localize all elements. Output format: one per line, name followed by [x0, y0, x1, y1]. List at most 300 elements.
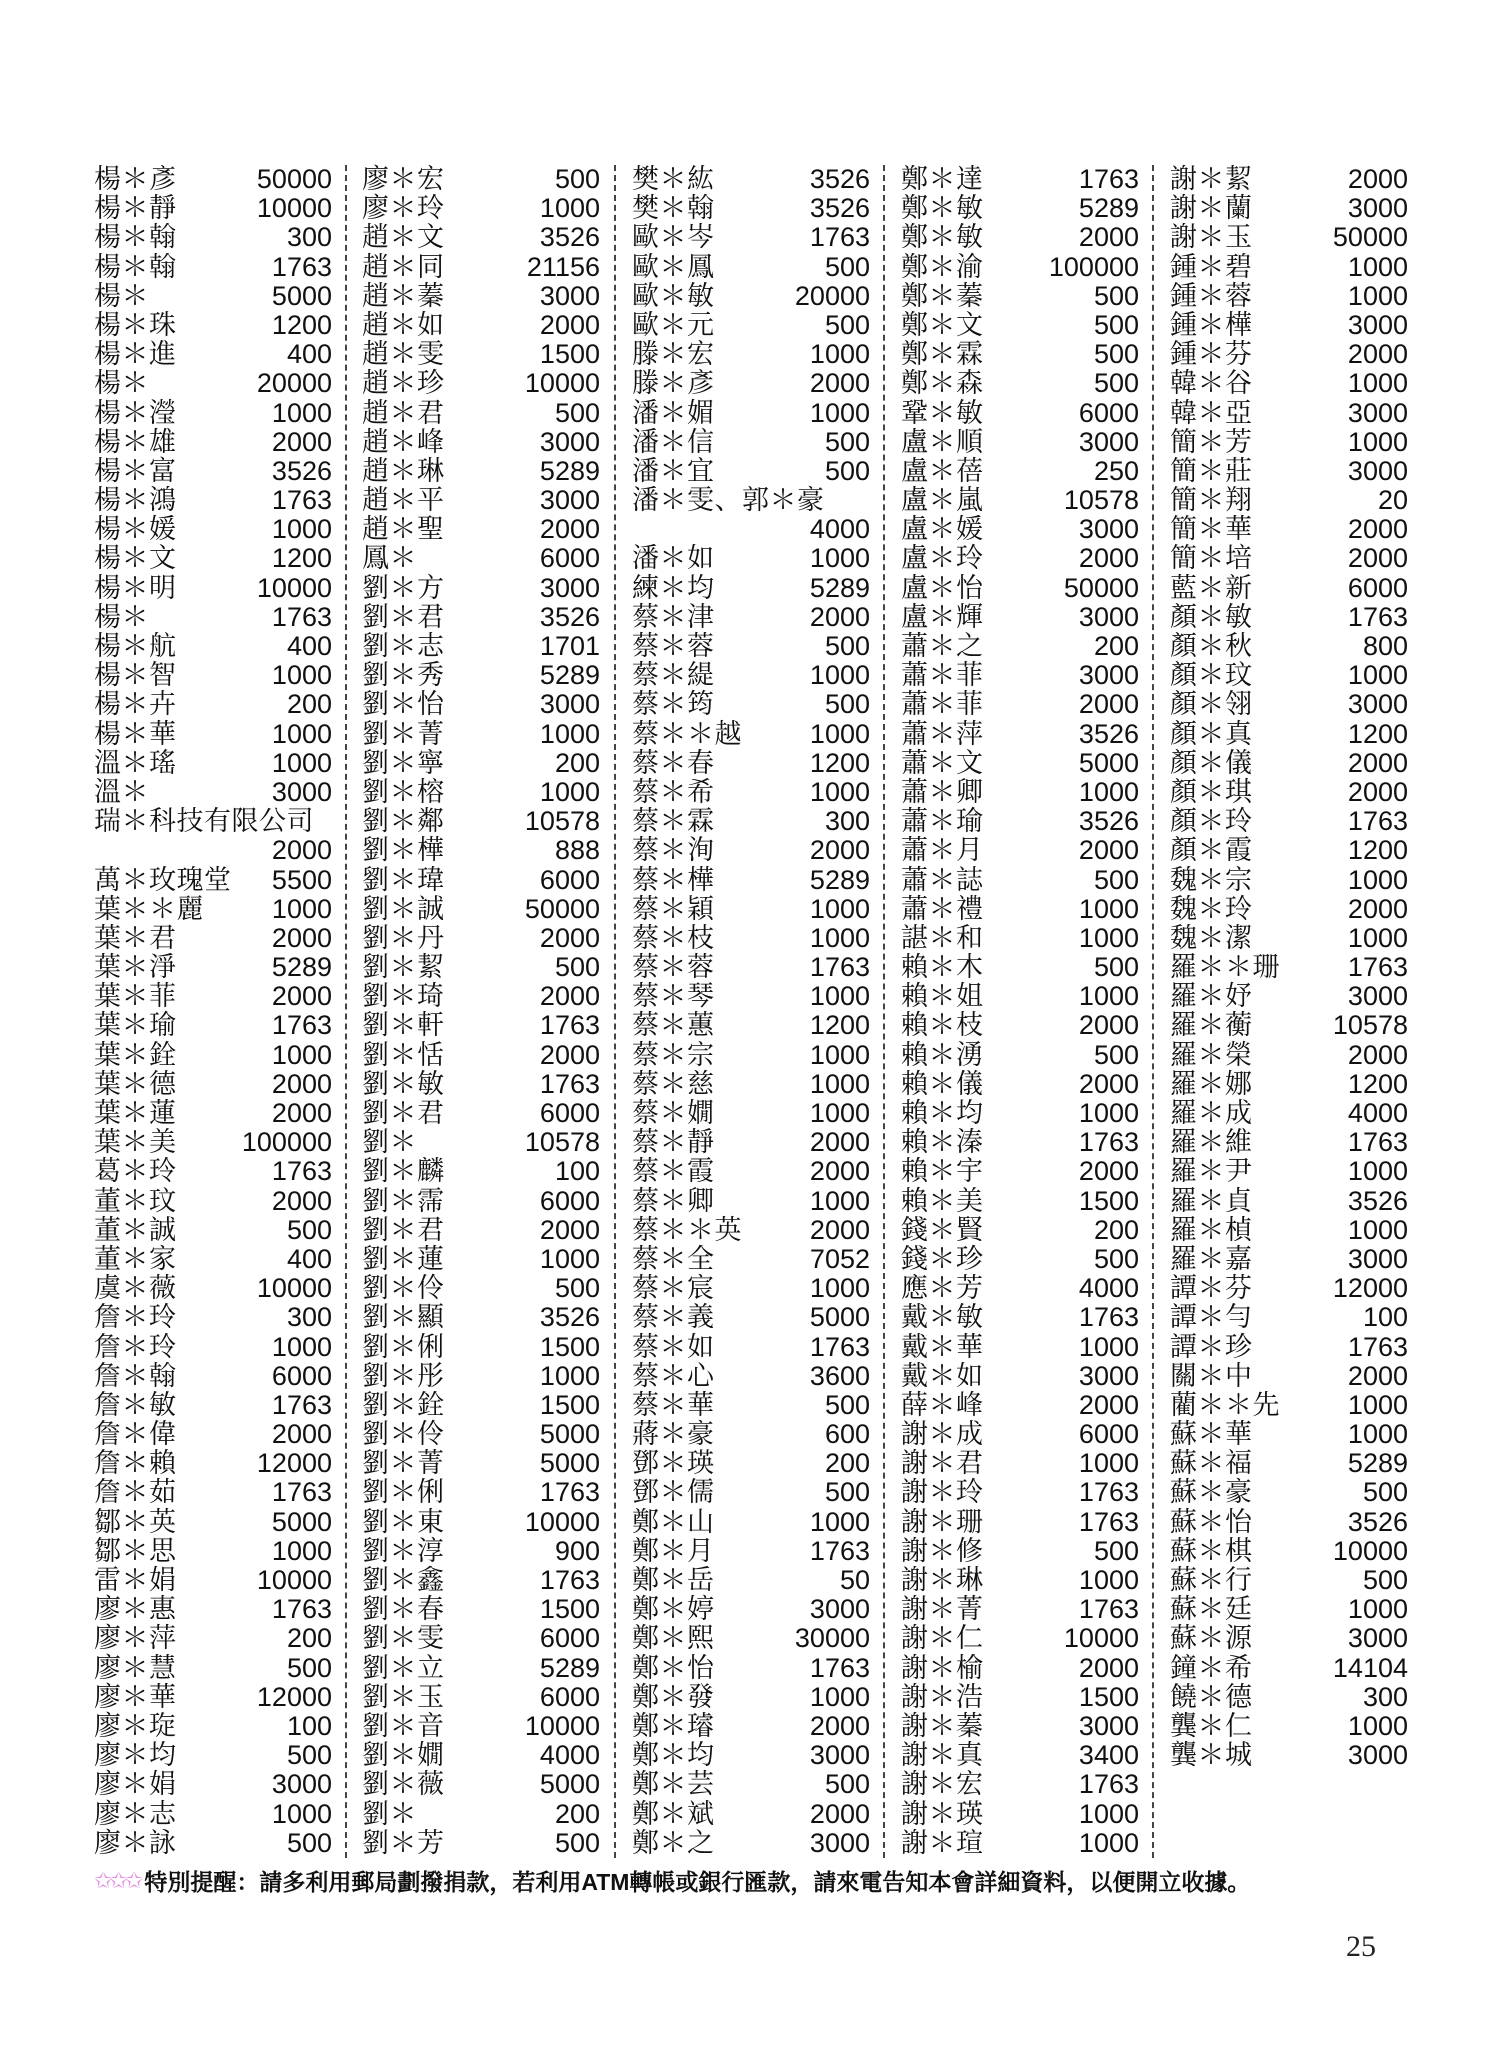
- donation-amount: 1000: [809, 718, 870, 749]
- donor-name: 鄒＊英: [94, 1506, 177, 1537]
- donation-amount: 200: [554, 1798, 600, 1829]
- donor-name: 蘇＊廷: [1170, 1594, 1253, 1625]
- donation-amount: 1000: [1347, 1214, 1408, 1245]
- donation-amount: 12000: [1332, 1273, 1408, 1304]
- donation-amount: 500: [824, 1389, 870, 1420]
- donation-amount: 2000: [1347, 747, 1408, 778]
- donor-name: 劉＊彤: [362, 1360, 445, 1391]
- donation-amount: 5289: [271, 952, 332, 983]
- donor-row: [1170, 1187, 1408, 1216]
- donor-row: [901, 1333, 1139, 1362]
- donation-amount: 10578: [1063, 485, 1139, 516]
- donor-name: 蔡＊宸: [632, 1273, 715, 1304]
- donor-row: [632, 1478, 870, 1507]
- donor-row: [1170, 720, 1408, 749]
- donation-amount: 2000: [809, 1156, 870, 1187]
- donor-name: 葛＊玲: [94, 1156, 177, 1187]
- donation-amount: 2000: [271, 1419, 332, 1450]
- donor-row: [94, 544, 332, 573]
- donation-amount: 1701: [539, 631, 600, 661]
- donor-name: 楊＊卉: [94, 689, 177, 720]
- donor-row: [362, 1303, 600, 1332]
- donation-amount: 1763: [1078, 164, 1139, 194]
- donation-amount: 2000: [271, 1098, 332, 1128]
- donor-name: 劉＊秀: [362, 660, 445, 691]
- donor-name: 羅＊維: [1170, 1127, 1253, 1158]
- donor-name: 葉＊美: [94, 1127, 177, 1158]
- donation-amount: 500: [1093, 952, 1139, 983]
- donor-row: [901, 720, 1139, 749]
- donation-amount: 300: [824, 806, 870, 837]
- donor-name: 蔡＊蕙: [632, 1010, 715, 1041]
- donation-amount: 1200: [1347, 1068, 1408, 1099]
- donation-amount: 1763: [539, 1068, 600, 1099]
- donor-name: 劉＊寧: [362, 747, 445, 778]
- donor-row: [632, 1508, 870, 1537]
- donor-row: [901, 1654, 1139, 1683]
- donation-amount: 1763: [1078, 1477, 1139, 1508]
- donation-amount: 1000: [539, 718, 600, 749]
- donor-row: [901, 1041, 1139, 1070]
- donor-name: 蘇＊行: [1170, 1565, 1253, 1595]
- donor-row: [94, 340, 332, 369]
- donation-amount: 2000: [539, 1214, 600, 1245]
- donation-amount: 1000: [539, 776, 600, 807]
- donor-name: 羅＊成: [1170, 1098, 1253, 1128]
- donation-amount: 1000: [1078, 1098, 1139, 1128]
- donor-row: [632, 1712, 870, 1741]
- donor-name: 楊＊航: [94, 631, 177, 661]
- donor-name: 劉＊麟: [362, 1156, 445, 1187]
- donor-name: 蔡＊華: [632, 1389, 715, 1420]
- donation-amount: 3000: [1347, 309, 1408, 340]
- donor-name: 楊＊鴻: [94, 485, 177, 516]
- donor-row: [94, 1303, 332, 1332]
- donor-name: 趙＊雯: [362, 339, 445, 370]
- donor-row: [1170, 340, 1408, 369]
- donor-row: [901, 1420, 1139, 1449]
- donation-amount: 100: [286, 1710, 332, 1741]
- donor-name: 謝＊琳: [901, 1565, 984, 1595]
- donor-name: 楊＊靜: [94, 193, 177, 224]
- donor-row: [632, 1566, 870, 1595]
- donor-name: 蔡＊義: [632, 1302, 715, 1333]
- donor-row: [1170, 165, 1408, 194]
- donor-name: 羅＊嘉: [1170, 1243, 1253, 1274]
- donor-name: 劉＊丹: [362, 922, 445, 953]
- donor-name: 鄭＊之: [632, 1827, 715, 1858]
- donor-row: [901, 895, 1139, 924]
- donor-row: [94, 165, 332, 194]
- donor-name: 藺＊＊先: [1170, 1389, 1280, 1420]
- donation-amount: 1000: [271, 660, 332, 691]
- donor-row: [362, 1216, 600, 1245]
- donor-name: 劉＊軒: [362, 1010, 445, 1041]
- donation-amount: 2000: [271, 835, 332, 866]
- donor-name: 楊＊雄: [94, 426, 177, 457]
- donor-row: [901, 399, 1139, 428]
- donor-name: 劉＊春: [362, 1594, 445, 1625]
- donor-name: 劉＊淳: [362, 1535, 445, 1566]
- donor-name: 顏＊玟: [1170, 660, 1253, 691]
- donor-name: 楊＊: [94, 368, 149, 399]
- donation-amount: 1763: [809, 1652, 870, 1683]
- donor-name: 魏＊玲: [1170, 893, 1253, 924]
- donation-amount: 250: [1093, 455, 1139, 486]
- donor-row: [901, 1800, 1139, 1829]
- donation-amount: 10000: [1332, 1535, 1408, 1566]
- donation-amount: 3000: [1078, 1360, 1139, 1391]
- donor-row: [362, 836, 600, 865]
- donor-name: 羅＊尹: [1170, 1156, 1253, 1187]
- donation-amount: 3000: [1078, 426, 1139, 457]
- donation-amount: 1000: [809, 1681, 870, 1712]
- donor-row: [1170, 1683, 1408, 1712]
- donor-name: 鄭＊璿: [632, 1710, 715, 1741]
- donor-name: 鄭＊渝: [901, 251, 984, 282]
- donation-amount: 1763: [1078, 1769, 1139, 1800]
- donation-amount: 900: [554, 1535, 600, 1566]
- donation-amount: 2000: [271, 922, 332, 953]
- donor-name: 蔡＊枝: [632, 922, 715, 953]
- donor-row: [94, 1011, 332, 1040]
- donor-name: 詹＊茹: [94, 1477, 177, 1508]
- donation-amount: 3526: [1347, 1506, 1408, 1537]
- donor-name: 潘＊媚: [632, 397, 715, 428]
- donor-name: 溫＊: [94, 776, 149, 807]
- donation-amount: 3000: [809, 1594, 870, 1625]
- donation-amount: 2000: [1078, 1652, 1139, 1683]
- donation-amount: 5000: [539, 1448, 600, 1479]
- donation-amount: 20: [1377, 485, 1408, 516]
- donor-row: [362, 1712, 600, 1741]
- donation-amount: 200: [824, 1448, 870, 1479]
- donor-name: 趙＊琳: [362, 455, 445, 486]
- donor-row: [632, 282, 870, 311]
- donation-amount: 500: [286, 1740, 332, 1771]
- donation-amount: 2000: [271, 426, 332, 457]
- donor-row: [1170, 574, 1408, 603]
- donor-name: 鄭＊發: [632, 1681, 715, 1712]
- donor-row: [901, 1537, 1139, 1566]
- donation-amount: 10000: [256, 1565, 332, 1595]
- donor-name: 劉＊東: [362, 1506, 445, 1537]
- donor-row: [1170, 1333, 1408, 1362]
- donor-row: [901, 661, 1139, 690]
- donor-name: 劉＊琦: [362, 981, 445, 1012]
- donor-name: 楊＊智: [94, 660, 177, 691]
- donation-amount: 10000: [524, 1506, 600, 1537]
- donation-amount: 2000: [809, 1127, 870, 1158]
- donor-name: 蔡＊蓉: [632, 952, 715, 983]
- donor-name: 賴＊美: [901, 1185, 984, 1216]
- donor-row: [362, 1157, 600, 1186]
- donation-amount: 3000: [1347, 981, 1408, 1012]
- donor-row: [94, 866, 332, 895]
- donor-name: 劉＊恬: [362, 1039, 445, 1070]
- donation-amount: 50000: [524, 893, 600, 924]
- donation-amount: 5289: [539, 1652, 600, 1683]
- donor-row: [1170, 1537, 1408, 1566]
- donor-row: [1170, 1624, 1408, 1653]
- donor-name: 趙＊如: [362, 309, 445, 340]
- donation-amount: 3000: [1347, 397, 1408, 428]
- donation-amount: 100000: [241, 1127, 332, 1158]
- donor-row: [1170, 457, 1408, 486]
- donor-name: 鄧＊儒: [632, 1477, 715, 1508]
- donor-row: [901, 282, 1139, 311]
- donor-row: [632, 982, 870, 1011]
- donation-amount: 4000: [1347, 1098, 1408, 1128]
- donor-row: [901, 253, 1139, 282]
- donor-name: 蔡＊霞: [632, 1156, 715, 1187]
- donor-row: [1170, 515, 1408, 544]
- donor-name: 劉＊嫺: [362, 1740, 445, 1771]
- donor-row: [362, 866, 600, 895]
- donor-row: [632, 1041, 870, 1070]
- donor-name: 趙＊君: [362, 397, 445, 428]
- donor-row: [632, 1274, 870, 1303]
- donor-name: 謝＊浩: [901, 1681, 984, 1712]
- donor-row: [362, 1800, 600, 1829]
- donor-row: [362, 1245, 600, 1274]
- donation-amount: 1000: [809, 1185, 870, 1216]
- donation-amount: 500: [1093, 1039, 1139, 1070]
- donor-row: [362, 311, 600, 340]
- donor-name: 顏＊琪: [1170, 776, 1253, 807]
- donor-row: [1170, 632, 1408, 661]
- donor-name: 劉＊蓮: [362, 1243, 445, 1274]
- donor-row: [94, 399, 332, 428]
- donor-name: 龔＊仁: [1170, 1710, 1253, 1741]
- donor-row: [1170, 486, 1408, 515]
- donor-name: 廖＊詠: [94, 1827, 177, 1858]
- donor-row: [632, 1624, 870, 1653]
- notice-text: 特別提醒：請多利用郵局劃撥捐款，若利用ATM轉帳或銀行匯款，請來電告知本會詳細資料，以便開立收據。: [144, 1869, 1251, 1895]
- donor-name: 趙＊平: [362, 485, 445, 516]
- donor-row: [632, 603, 870, 632]
- donor-row: [632, 340, 870, 369]
- donor-name: 盧＊輝: [901, 601, 984, 632]
- donor-row: [94, 1041, 332, 1070]
- donor-name: 錢＊珍: [901, 1243, 984, 1274]
- donor-name: 謝＊瑄: [901, 1827, 984, 1858]
- donor-name: 謝＊珊: [901, 1506, 984, 1537]
- donor-row: [362, 1654, 600, 1683]
- donation-amount: 5289: [1078, 193, 1139, 224]
- donor-name: 羅＊娜: [1170, 1068, 1253, 1099]
- donor-row: [1170, 603, 1408, 632]
- donor-name: 萬＊玫瑰堂: [94, 864, 232, 895]
- donor-name: 劉＊志: [362, 631, 445, 661]
- donor-name: 鍾＊芬: [1170, 339, 1253, 370]
- donor-row: [901, 340, 1139, 369]
- donation-amount: 1763: [271, 1389, 332, 1420]
- donation-amount: 1000: [1078, 1565, 1139, 1595]
- donor-row: [1170, 836, 1408, 865]
- donor-row: [901, 194, 1139, 223]
- donor-row: [362, 165, 600, 194]
- donor-name: 譚＊珍: [1170, 1331, 1253, 1362]
- donation-amount: 200: [554, 747, 600, 778]
- donor-row: [94, 807, 332, 836]
- donor-name: 盧＊蓓: [901, 455, 984, 486]
- donor-name: 鄭＊月: [632, 1535, 715, 1566]
- donor-row: [1170, 778, 1408, 807]
- donation-amount: 3526: [539, 222, 600, 253]
- donor-name: 簡＊華: [1170, 514, 1253, 545]
- donation-amount: 800: [1362, 631, 1408, 661]
- donation-amount: 5000: [1078, 747, 1139, 778]
- donor-name: 楊＊翰: [94, 251, 177, 282]
- donation-amount: 1763: [1347, 806, 1408, 837]
- donor-name: 蔡＊洵: [632, 835, 715, 866]
- donor-row: [1170, 1741, 1408, 1770]
- donor-row: [632, 1449, 870, 1478]
- donor-row: [632, 1741, 870, 1770]
- donor-row: [632, 544, 870, 573]
- donor-name: 劉＊樺: [362, 835, 445, 866]
- donation-amount: 2000: [809, 1214, 870, 1245]
- donor-name: 韓＊谷: [1170, 368, 1253, 399]
- donor-row: [632, 574, 870, 603]
- donor-row: [1170, 194, 1408, 223]
- donor-row: [362, 1333, 600, 1362]
- donation-amount: 10578: [524, 806, 600, 837]
- donation-amount: 500: [824, 631, 870, 661]
- donor-row: [632, 1099, 870, 1128]
- donor-name: 詹＊敏: [94, 1389, 177, 1420]
- donation-amount: 1200: [271, 543, 332, 574]
- donation-amount: 500: [1362, 1565, 1408, 1595]
- donor-name: 劉＊怡: [362, 689, 445, 720]
- donor-row: [1170, 924, 1408, 953]
- donor-row: [901, 311, 1139, 340]
- donation-amount: 2000: [271, 981, 332, 1012]
- donor-row: [362, 1274, 600, 1303]
- donor-name: 劉＊敏: [362, 1068, 445, 1099]
- donation-amount: 2000: [1078, 1068, 1139, 1099]
- donor-row: [632, 836, 870, 865]
- donation-amount: 1000: [809, 1098, 870, 1128]
- donor-name: 潘＊如: [632, 543, 715, 574]
- donor-name: 劉＊榕: [362, 776, 445, 807]
- donor-row: [94, 223, 332, 252]
- donor-name: 練＊均: [632, 572, 715, 603]
- donor-name: 劉＊: [362, 1127, 417, 1158]
- donor-name: 樊＊翰: [632, 193, 715, 224]
- donor-name: 歐＊敏: [632, 280, 715, 311]
- donation-amount: 1000: [809, 893, 870, 924]
- donation-amount: 1763: [539, 1010, 600, 1041]
- donation-amount: 500: [554, 164, 600, 194]
- donor-name: 鄭＊岳: [632, 1565, 715, 1595]
- donation-amount: 400: [286, 339, 332, 370]
- donor-row: [362, 457, 600, 486]
- donation-amount: 6000: [1347, 572, 1408, 603]
- donor-name: 鄭＊熙: [632, 1623, 715, 1654]
- donation-amount: 3000: [271, 1769, 332, 1800]
- donor-row: [632, 1420, 870, 1449]
- donor-name: 蕭＊卿: [901, 776, 984, 807]
- donor-name: 潘＊信: [632, 426, 715, 457]
- donor-row: [1170, 690, 1408, 719]
- donation-amount: 500: [286, 1214, 332, 1245]
- donor-row: [901, 866, 1139, 895]
- donor-name: 戴＊華: [901, 1331, 984, 1362]
- donor-row: [94, 1654, 332, 1683]
- donor-name: 趙＊同: [362, 251, 445, 282]
- donor-name: 韓＊亞: [1170, 397, 1253, 428]
- donor-row: [362, 807, 600, 836]
- donor-name: 鄭＊敏: [901, 222, 984, 253]
- donation-amount: 1763: [1078, 1302, 1139, 1333]
- donor-name: 鞏＊敏: [901, 397, 984, 428]
- donor-name: 蘇＊福: [1170, 1448, 1253, 1479]
- donation-amount: 1000: [809, 1273, 870, 1304]
- donor-row: [1170, 1041, 1408, 1070]
- donor-row: [901, 1508, 1139, 1537]
- donation-amount: 1000: [271, 397, 332, 428]
- donor-name: 薛＊峰: [901, 1389, 984, 1420]
- donor-row: [901, 1449, 1139, 1478]
- donor-name: 劉＊鄰: [362, 806, 445, 837]
- donor-row: [94, 1274, 332, 1303]
- donation-amount: 3000: [539, 280, 600, 311]
- donor-row: [362, 749, 600, 778]
- donor-row: [362, 1362, 600, 1391]
- donation-amount: 1763: [809, 222, 870, 253]
- donor-name: 盧＊怡: [901, 572, 984, 603]
- donor-row: [362, 603, 600, 632]
- donor-row: [901, 1128, 1139, 1157]
- donor-name: 葉＊德: [94, 1068, 177, 1099]
- donation-amount: 3000: [1347, 193, 1408, 224]
- donor-name: 謝＊宏: [901, 1769, 984, 1800]
- donor-row: [362, 1624, 600, 1653]
- donation-amount: 1000: [271, 893, 332, 924]
- donation-amount: 2000: [1078, 689, 1139, 720]
- donor-row: [632, 924, 870, 953]
- donor-name: 羅＊榮: [1170, 1039, 1253, 1070]
- donor-name: 廖＊娟: [94, 1769, 177, 1800]
- donor-name: 董＊玟: [94, 1185, 177, 1216]
- donation-amount: 1000: [1347, 1389, 1408, 1420]
- donor-name: 魏＊潔: [1170, 922, 1253, 953]
- donation-amount: 2000: [809, 368, 870, 399]
- donor-row: [362, 515, 600, 544]
- donor-name: 鍾＊碧: [1170, 251, 1253, 282]
- donor-row: [1170, 1566, 1408, 1595]
- donor-name: 廖＊琁: [94, 1710, 177, 1741]
- donation-amount: 1000: [1347, 1156, 1408, 1187]
- donor-name: 劉＊立: [362, 1652, 445, 1683]
- donor-name: 廖＊萍: [94, 1623, 177, 1654]
- donor-name: 劉＊君: [362, 1098, 445, 1128]
- donor-name: 楊＊媛: [94, 514, 177, 545]
- donor-name: 蕭＊菲: [901, 660, 984, 691]
- donor-row: [362, 1595, 600, 1624]
- donation-amount: 1000: [1347, 922, 1408, 953]
- donor-name: 鳳＊: [362, 543, 417, 574]
- donation-amount: 3526: [1078, 718, 1139, 749]
- donation-amount: 3000: [1078, 601, 1139, 632]
- donor-row: [94, 1595, 332, 1624]
- donor-name: 鄭＊斌: [632, 1798, 715, 1829]
- donor-name: 瑞＊科技有限公司: [94, 806, 314, 837]
- donation-amount: 1763: [1078, 1594, 1139, 1625]
- donor-name: 葉＊淨: [94, 952, 177, 983]
